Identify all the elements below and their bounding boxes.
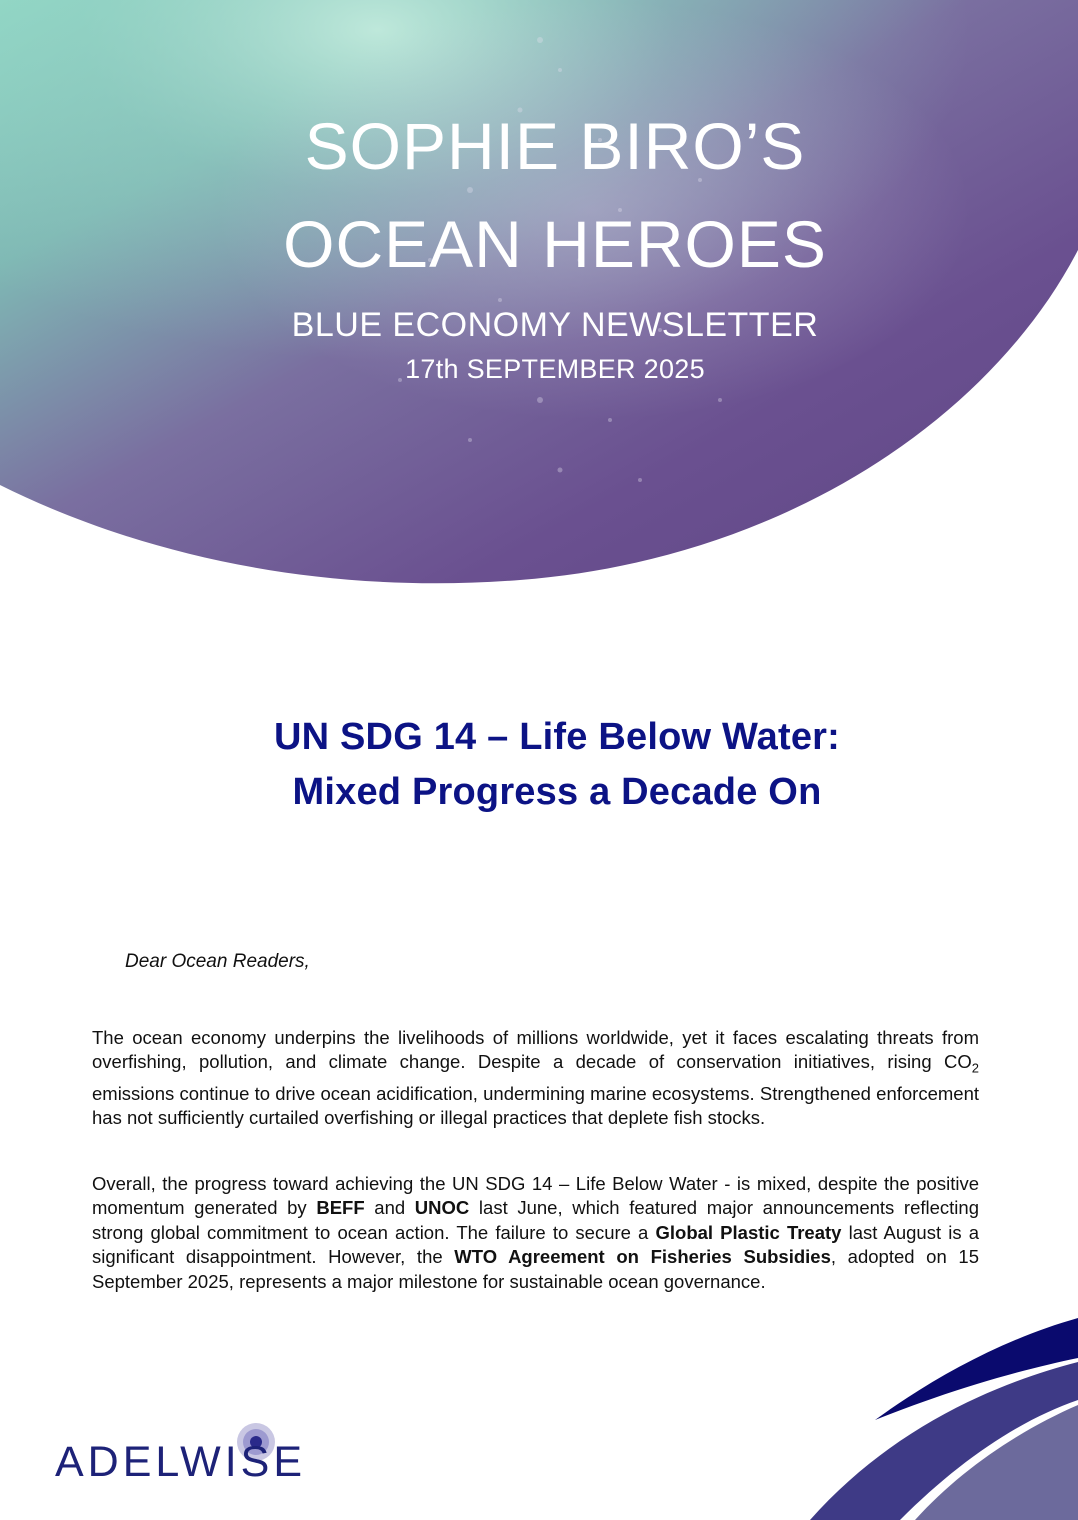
para2-bold-wto-agreement: WTO Agreement on Fisheries Subsidies [454, 1246, 831, 1268]
hero-banner [0, 0, 1078, 600]
para1-text-a: The ocean economy underpins the livelihoods of millions worldwide, yet it faces escalating threats from overfishing, pollution, and climate change. Despite a decade of conservation initiatives, rising CO [92, 1027, 979, 1073]
decorative-swoosh [740, 1300, 1078, 1520]
newsletter-title-line1: SOPHIE BIRO’S [304, 109, 806, 183]
para2-bold-unoc: UNOC [414, 1197, 470, 1219]
para2-text-3: last June, which featured major announcements reflecting strong global commitment to ocean action. The failure to secure a [92, 1197, 979, 1243]
para1-subscript: 2 [971, 1061, 979, 1077]
salutation: Dear Ocean Readers, [125, 951, 310, 972]
para1-text-b: emissions continue to drive ocean acidification, undermining marine ecosystems. Strengthened enforcement has not sufficiently curtailed overfishing or illegal practices that deplete fish stocks. [92, 1082, 979, 1128]
para2-text-5: , adopted on 15 September 2025, represents a major milestone for sustainable ocean governance. [92, 1246, 979, 1292]
paragraph-progress [92, 1172, 979, 1294]
para2-bold-plastic-treaty: Global Plastic Treaty [655, 1221, 842, 1243]
para2-text-1: Overall, the progress toward achieving the UN SDG 14 – Life Below Water - is mixed, despite the positive momentum generated by [92, 1173, 979, 1219]
para2-text-2: and [364, 1197, 415, 1219]
para2-bold-beff: BEFF [316, 1197, 365, 1219]
article-headline-line1: UN SDG 14 – Life Below Water: [273, 716, 841, 758]
newsletter-title-line2: OCEAN HEROES [283, 207, 827, 281]
paragraph-intro [92, 1026, 979, 1130]
newsletter-date: 17th SEPTEMBER 2025 [405, 354, 705, 384]
article-headline-line2: Mixed Progress a Decade On [292, 771, 822, 813]
newsletter-subtitle: BLUE ECONOMY NEWSLETTER [291, 306, 819, 344]
para2-text-4: last August is a significant disappointment. However, the [92, 1221, 980, 1268]
adelwise-logo [55, 1420, 345, 1490]
ocean-banner-image [0, 0, 1078, 600]
logo-wordmark: ADELWISE [55, 1438, 307, 1486]
